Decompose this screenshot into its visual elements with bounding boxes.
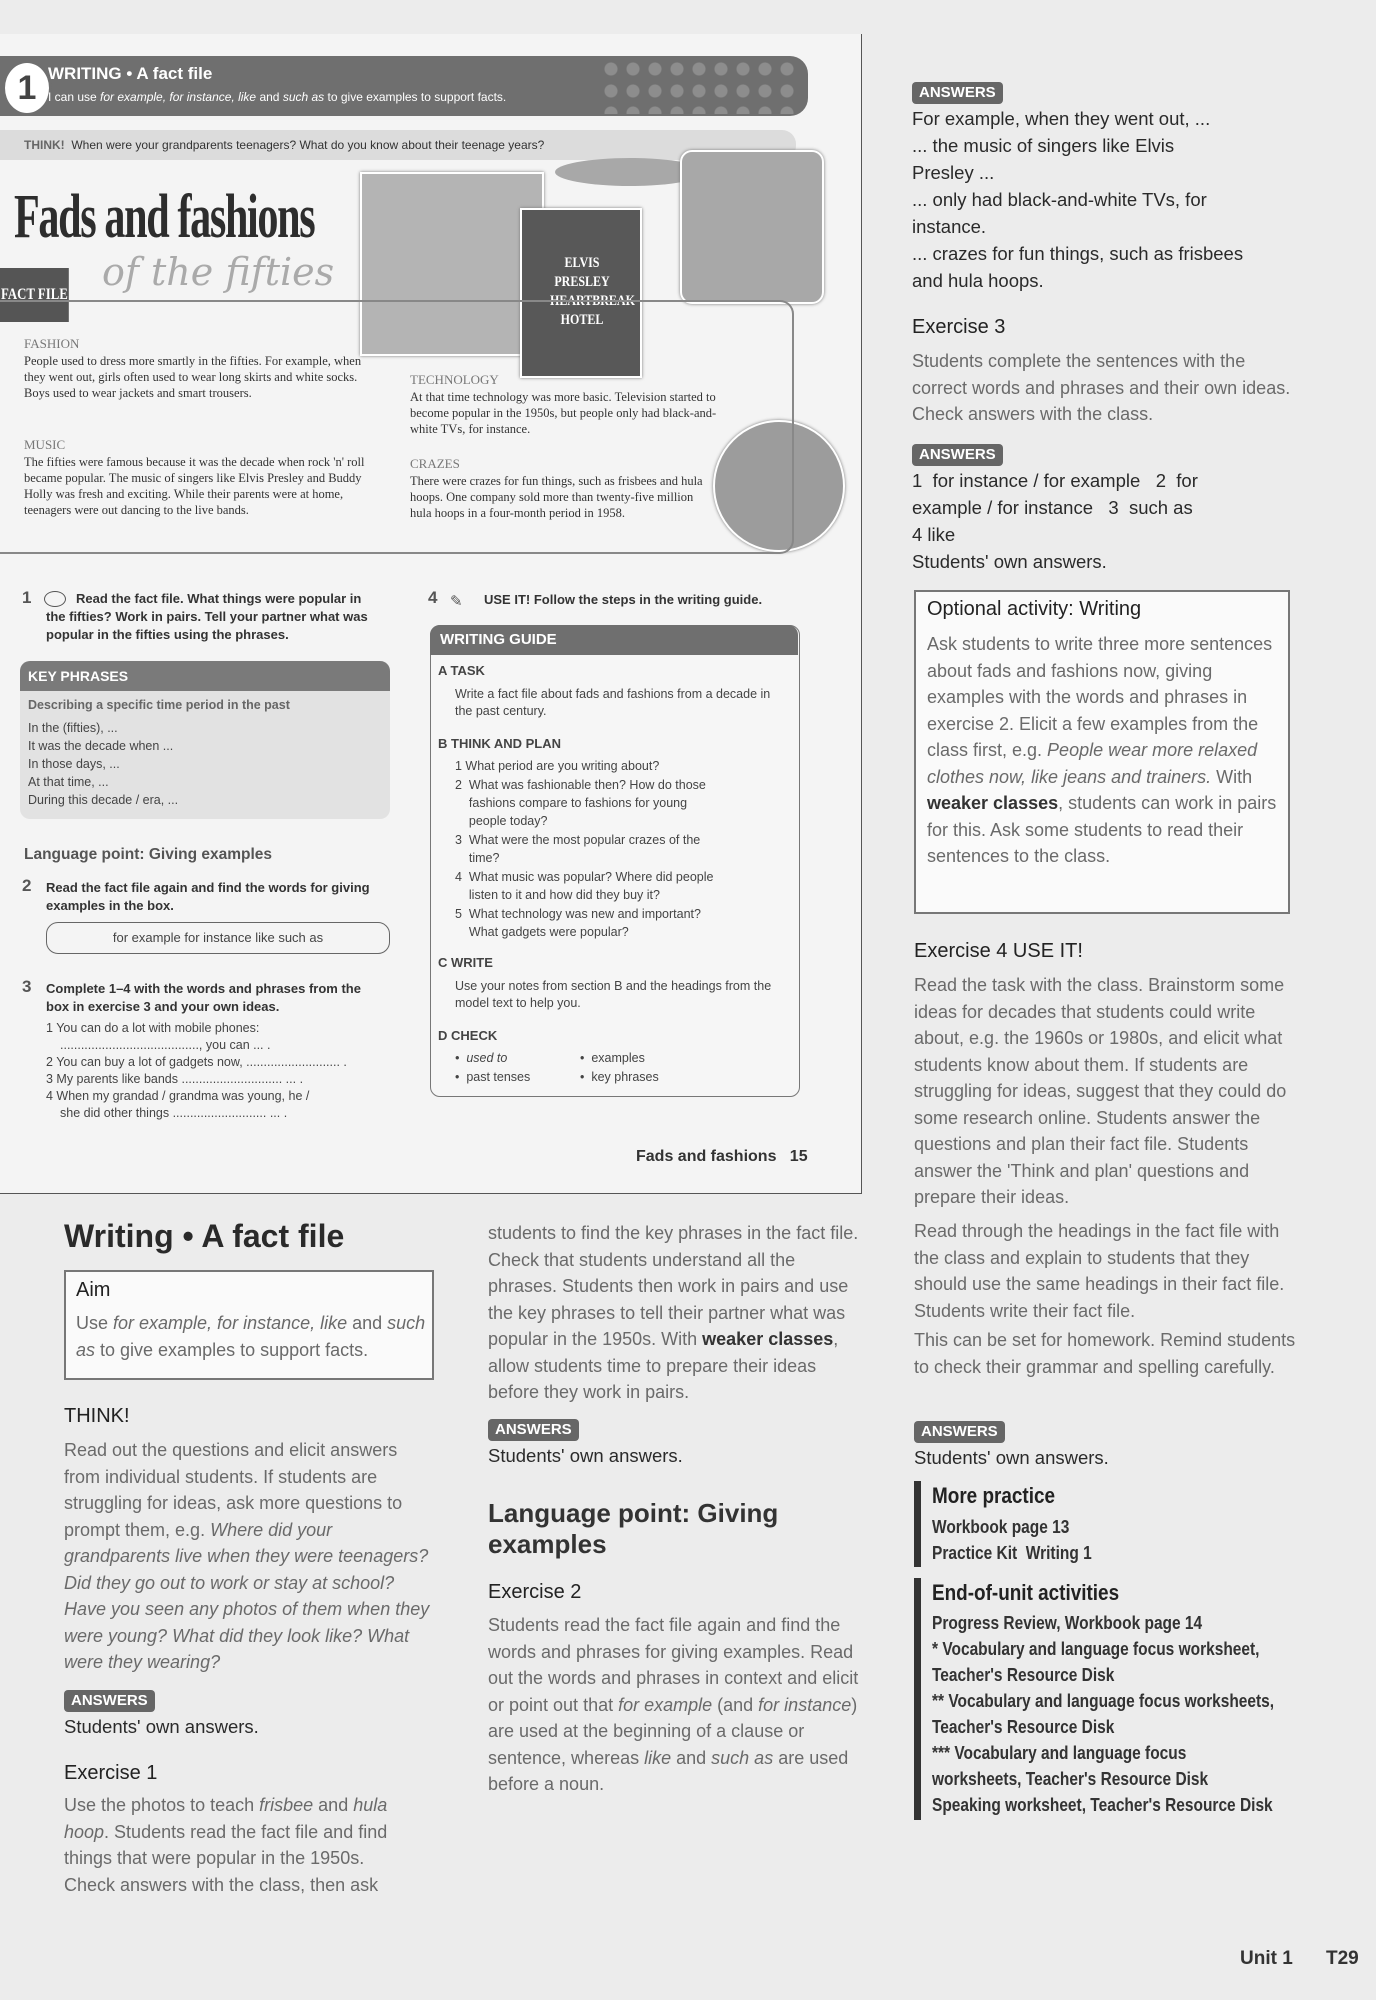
sb-ex3-number: 3 [22, 977, 32, 996]
wg-write-heading: C WRITE [438, 955, 493, 970]
answer-line: Presley ... [912, 162, 995, 183]
wg-plan-item: people today? [455, 814, 548, 828]
sb-ex1-text: Read the fact file. What things were popular in the fifties? Work in pairs. Tell your partner what was popular in the fifties using the phrases. [46, 591, 368, 642]
end-of-unit-bar [914, 1578, 921, 1820]
wg-check-item: • examples [580, 1051, 645, 1065]
aim-heading: Aim [76, 1279, 111, 1301]
more-practice-bar [914, 1481, 921, 1567]
wg-task-text: Write a fact file about fads and fashions from a decade in the past century. [455, 687, 771, 718]
end-of-unit-item: ** Vocabulary and language focus worksheets, [932, 1691, 1275, 1711]
optional-activity-heading: Optional activity: Writing [927, 598, 1142, 620]
sb-ex1-number: 1 [22, 588, 32, 607]
end-of-unit-heading: End-of-unit activities [932, 1580, 1120, 1605]
key-phrase: It was the decade when ... [28, 739, 174, 753]
sb-ex3-text: Complete 1–4 with the words and phrases from the box in exercise 3 and your own ideas. [46, 981, 361, 1014]
banner-title: WRITING • A fact file [48, 64, 213, 83]
notes-title: Writing • A fact file [64, 1218, 345, 1254]
end-of-unit-item: Teacher's Resource Disk [932, 1665, 1115, 1685]
ex4-text-2: Read through the headings in the fact file with the class and explain to students that they should use the same headings in their fact file. Students write their fact file. [914, 1221, 1285, 1321]
answer-line: 4 like [912, 524, 956, 545]
music-body: The fifties were famous because it was the decade when rock 'n' roll became popular. The music of singers like Elvis Presley and Buddy Holly was fresh and exciting. While their parents were at home, teenagers were out dancing to the live bands. [24, 455, 365, 517]
answer-line: ... only had black-and-white TVs, for [912, 189, 1207, 210]
key-phrase: During this decade / era, ... [28, 793, 179, 807]
think-bar: THINK! When were your grandparents teenagers? What do you know about their teenage years? [0, 130, 796, 160]
fashion-heading: FASHION [24, 336, 80, 351]
technology-body: At that time technology was more basic. Television started to become popular in the 1950s, but people only had black-and-white TVs, for instance. [410, 390, 717, 436]
wg-check-item: • past tenses [455, 1070, 531, 1084]
end-of-unit-item: Progress Review, Workbook page 14 [932, 1613, 1203, 1633]
technology-heading: TECHNOLOGY [410, 372, 499, 387]
answers-text: Students' own answers. [912, 551, 1107, 572]
sb-ex3-item: 4 When my grandad / grandma was young, he / [46, 1089, 310, 1103]
answers-tag: ANSWERS [488, 1419, 579, 1441]
frisbee-player-photo [680, 150, 824, 304]
ex3-heading: Exercise 3 [912, 316, 1006, 338]
answer-line: 1 for instance / for example 2 for [912, 470, 1198, 491]
article-subtitle: of the fifties [102, 250, 335, 294]
more-practice-heading: More practice [932, 1483, 1056, 1508]
wg-plan-item: time? [455, 851, 500, 865]
wg-check-item: • key phrases [580, 1070, 659, 1084]
wg-plan-item: listen to it and how did they buy it? [455, 888, 660, 902]
aim-text: Use for example, for instance, like and such as to give examples to support facts. [76, 1313, 426, 1360]
key-phrase: In those days, ... [28, 757, 120, 771]
wg-plan-item: 5 What technology was new and important? [455, 907, 701, 921]
key-phrase: At that time, ... [28, 775, 109, 789]
answer-line: and hula hoops. [912, 270, 1044, 291]
sb-ex2-text: Read the fact file again and find the words for giving examples in the box. [46, 880, 370, 913]
footer-unit: Unit 1 [1240, 1948, 1293, 1969]
fashion-body: People used to dress more smartly in the fifties. For example, when they went out, girls often used to wear long skirts and white socks. Boys used to wear jackets and smart trousers. [24, 354, 362, 400]
banner-subtitle: I can use for example, for instance, like and such as to give examples to support facts. [48, 90, 507, 104]
wg-check-heading: D CHECK [438, 1028, 498, 1043]
answers-text: Students' own answers. [64, 1716, 259, 1737]
wg-write-text: Use your notes from section B and the headings from the model text to help you. [455, 979, 772, 1010]
sb-ex3-item: 2 You can buy a lot of gadgets now, ........................... . [46, 1055, 347, 1069]
ex3-text: Students complete the sentences with the correct words and phrases and their own ideas. Check answers with the class. [912, 351, 1291, 424]
sb-ex3-item: 1 You can do a lot with mobile phones: [46, 1021, 260, 1035]
writing-guide-heading: WRITING GUIDE [430, 625, 798, 655]
ex4-heading: Exercise 4 USE IT! [914, 940, 1083, 962]
end-of-unit-item: *** Vocabulary and language focus [932, 1743, 1187, 1763]
ex1-text: Use the photos to teach frisbee and hula hoop. Students read the fact file and find things that were popular in the 1950s. Check answers with the class, then ask [64, 1795, 388, 1895]
wg-plan-item: What gadgets were popular? [455, 925, 629, 939]
answer-line: ... the music of singers like Elvis [912, 135, 1175, 156]
crazes-heading: CRAZES [410, 456, 460, 471]
answer-line: example / for instance 3 such as [912, 497, 1193, 518]
ex1-heading: Exercise 1 [64, 1762, 158, 1784]
sb-ex4-number: 4 [428, 588, 438, 607]
wg-plan-heading: B THINK AND PLAN [438, 736, 562, 751]
music-heading: MUSIC [24, 437, 66, 452]
banner-dot-pattern [600, 58, 800, 114]
ex2-text: Students read the fact file again and find the words and phrases for giving examples. Read out the words and phrases in context and elicit or point out that for example (and for instance) are used at the beginning of a clause or sentence, whereas like and such as are used before a noun. [488, 1615, 859, 1794]
end-of-unit-item: * Vocabulary and language focus worksheet, [932, 1639, 1260, 1659]
think-heading: THINK! [64, 1405, 130, 1427]
sb-ex2-number: 2 [22, 876, 32, 895]
wg-plan-item: 1 What period are you writing about? [455, 759, 660, 773]
answers-tag: ANSWERS [914, 1421, 1005, 1443]
end-of-unit-item: Teacher's Resource Disk [932, 1717, 1115, 1737]
wg-plan-item: 3 What were the most popular crazes of the [455, 833, 701, 847]
answer-line: instance. [912, 216, 987, 237]
unit-number-badge: 1 [2, 60, 52, 116]
crazes-body: There were crazes for fun things, such as frisbees and hula hoops. One company sold more than twenty-five million hula hoops in a four-month period in 1958. [410, 474, 703, 520]
answers-tag: ANSWERS [64, 1690, 155, 1712]
sb-language-point-heading: Language point: Giving examples [24, 846, 273, 863]
wg-task-heading: A TASK [438, 663, 485, 678]
answers-text: Students' own answers. [488, 1445, 683, 1466]
ex2-heading: Exercise 2 [488, 1581, 582, 1603]
end-of-unit-item: Speaking worksheet, Teacher's Resource Disk [932, 1795, 1273, 1815]
optional-activity-text: Ask students to write three more sentences about fads and fashions now, giving examples with the words and phrases in exercise 2. Elicit a few examples from the class first, e.g. People wear more relaxed clothes now, like jeans and trainers. With weaker classes, students can work in pairs for this. Ask some students to read their sentences to the class. [927, 634, 1277, 866]
answers-tag: ANSWERS [912, 82, 1003, 104]
pencil-icon: ✎ [450, 592, 463, 610]
think-text: Read out the questions and elicit answers from individual students. If students are struggling for ideas, ask more questions to prompt them, e.g. Where did your grandparents live when they were teenagers? Did they go out to work or stay at school? Have you seen any photos of them when they were young? What did they look like? What were they wearing? [64, 1440, 430, 1672]
article-title: Fads and fashions [14, 183, 315, 251]
answers-tag: ANSWERS [912, 444, 1003, 466]
more-practice-item: Practice Kit Writing 1 [932, 1543, 1092, 1563]
wg-check-item: • used to [455, 1051, 508, 1065]
sb-ex3-item: ........................................, you can ... . [60, 1038, 271, 1052]
footer-page-number: T29 [1326, 1948, 1359, 1969]
answers-text: Students' own answers. [914, 1447, 1109, 1468]
wg-plan-item: 4 What music was popular? Where did people [455, 870, 714, 884]
language-point-heading: Language point: Giving examples [488, 1498, 779, 1559]
key-phrase: In the (fifties), ... [28, 721, 118, 735]
more-practice-item: Workbook page 13 [932, 1517, 1070, 1537]
end-of-unit-item: worksheets, Teacher's Resource Disk [932, 1769, 1209, 1789]
ex4-text-3: This can be set for homework. Remind students to check their grammar and spelling carefully. [914, 1330, 1296, 1377]
ex1-continued-text: students to find the key phrases in the fact file. Check that students understand all the phrases. Students then work in pairs and use the key phrases to tell their partner what was popular in the 1950s. With weaker classes, allow students time to prepare their ideas before they work in pairs. [488, 1223, 859, 1402]
answer-line: For example, when they went out, ... [912, 108, 1211, 129]
wg-plan-item: 2 What was fashionable then? How do those [455, 778, 706, 792]
wg-plan-item: fashions compare to fashions for young [455, 796, 688, 810]
fact-file-tag: FACT FILE [0, 268, 69, 322]
sb-ex3-item: 3 My parents like bands ............................. ... . [46, 1072, 304, 1086]
record-cover-text: ELVIS PRESLEY HEARTBREAK HOTEL [550, 255, 635, 328]
sb-ex3-item: she did other things ........................... ... . [60, 1106, 288, 1120]
key-phrases-heading: KEY PHRASES [20, 661, 390, 691]
sb-ex4-text: USE IT! Follow the steps in the writing guide. [484, 592, 763, 607]
word-options-box: for example for instance like such as [46, 922, 390, 954]
key-phrases-subheading: Describing a specific time period in the past [28, 698, 290, 712]
answer-line: ... crazes for fun things, such as frisbees [912, 243, 1244, 264]
ex4-text: Read the task with the class. Brainstorm some ideas for decades that students could write about, e.g. the 1960s or 1980s, and elicit what students know about them. If students are struggling for ideas, suggest that they could do some research online. Students answer the questions and plan their fact file. Students answer the 'Think and plan' questions and prepare their ideas. [914, 975, 1287, 1207]
sb-page-footer: Fads and fashions 15 [636, 1148, 808, 1165]
